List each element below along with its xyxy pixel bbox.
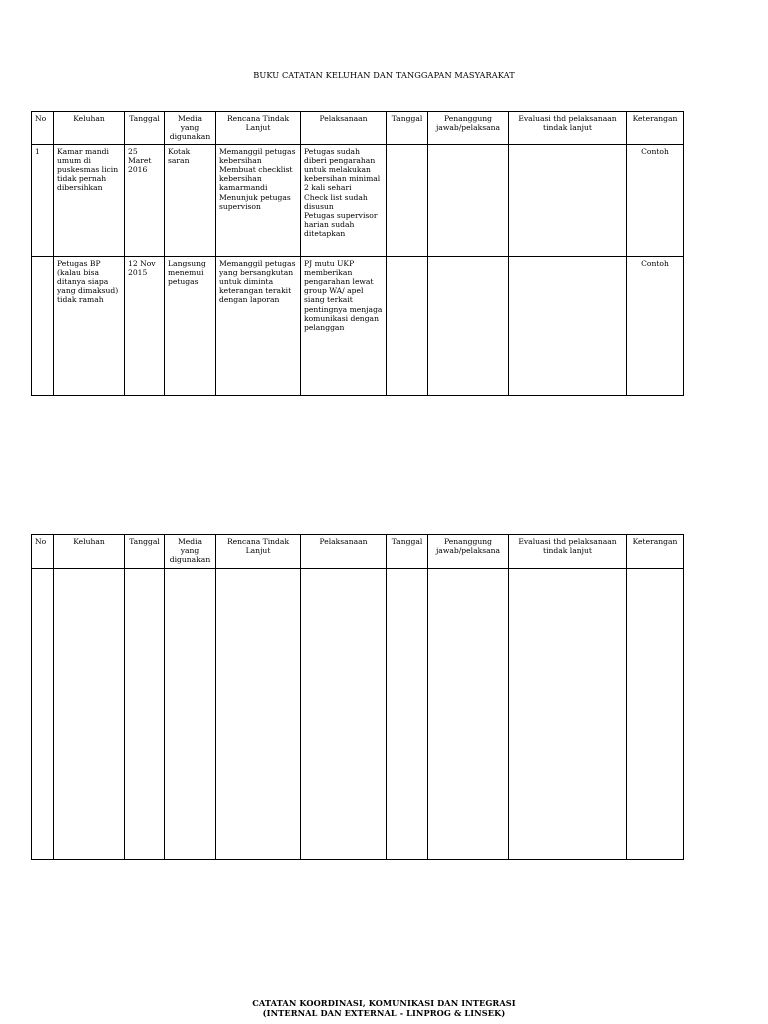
table-header-row [32,535,684,569]
header-keluhan: Keluhan [54,535,125,569]
table-row [32,145,684,257]
cell-tanggal-2 [387,257,428,396]
header-media: Media yang digunakan [165,535,216,569]
header-pelaksanaan: Pelaksanaan [301,535,387,569]
cell-keterangan: Contoh [627,257,684,396]
header-penanggung: Penanggung jawab/pelaksana [428,535,509,569]
cell-tanggal[interactable] [125,569,165,860]
header-evaluasi: Evaluasi thd pelaksanaan tindak lanjut [509,535,627,569]
cell-keterangan: Contoh [627,145,684,257]
cell-evaluasi[interactable] [509,569,627,860]
header-tanggal: Tanggal [125,112,165,145]
complaint-log-table [31,111,684,396]
cell-rencana[interactable] [216,569,301,860]
cell-tanggal-2[interactable] [387,569,428,860]
header-no: No [32,112,54,145]
cell-tanggal: 25 Maret 2016 [125,145,165,257]
cell-media: Langsung menemui petugas [165,257,216,396]
cell-media: Kotak saran [165,145,216,257]
next-section-title [0,998,768,1019]
empty-table-row [32,569,684,860]
header-evaluasi: Evaluasi thd pelaksanaan tindak lanjut [509,112,627,145]
cell-no [32,257,54,396]
next-section-title-line-2: (INTERNAL DAN EXTERNAL - LINPROG & LINSEK) [262,1008,506,1019]
table-row [32,257,684,396]
cell-rencana: Memanggil petugas kebersihan Membuat checklist kebersihan kamarmandi Menunjuk petugas supervison [216,145,301,257]
header-keterangan: Keterangan [627,112,684,145]
next-section-title-line-1: CATATAN KOORDINASI, KOMUNIKASI DAN INTEGRASI [252,998,516,1008]
table-header-row [32,112,684,145]
cell-keluhan: Petugas BP (kalau bisa ditanya siapa yang dimaksud) tidak ramah [54,257,125,396]
cell-penanggung [428,145,509,257]
header-keluhan: Keluhan [54,112,125,145]
header-penanggung: Penanggung jawab/pelaksana [428,112,509,145]
document-title: BUKU CATATAN KELUHAN DAN TANGGAPAN MASYARAKAT [253,70,515,80]
header-rencana: Rencana Tindak Lanjut [216,112,301,145]
cell-keluhan[interactable] [54,569,125,860]
cell-evaluasi [509,145,627,257]
cell-tanggal-2 [387,145,428,257]
header-rencana: Rencana Tindak Lanjut [216,535,301,569]
cell-penanggung [428,257,509,396]
header-no: No [32,535,54,569]
header-keterangan: Keterangan [627,535,684,569]
cell-penanggung[interactable] [428,569,509,860]
cell-rencana: Memanggil petugas yang bersangkutan untuk diminta keterangan terakit dengan laporan [216,257,301,396]
cell-pelaksanaan: PJ mutu UKP memberikan pengarahan lewat group WA/ apel siang terkait pentingnya menjaga komunikasi dengan pelanggan [301,257,387,396]
header-tanggal-2: Tanggal [387,535,428,569]
header-tanggal-2: Tanggal [387,112,428,145]
empty-complaint-log-table [31,534,684,860]
cell-no[interactable] [32,569,54,860]
cell-keluhan: Kamar mandi umum di puskesmas licin tidak pernah dibersihkan [54,145,125,257]
cell-pelaksanaan: Petugas sudah diberi pengarahan untuk melakukan kebersihan minimal 2 kali sehari Check list sudah disusun Petugas supervisor harian sudah ditetapkan [301,145,387,257]
cell-evaluasi [509,257,627,396]
header-tanggal: Tanggal [125,535,165,569]
cell-keterangan[interactable] [627,569,684,860]
cell-no: 1 [32,145,54,257]
cell-media[interactable] [165,569,216,860]
header-pelaksanaan: Pelaksanaan [301,112,387,145]
cell-tanggal: 12 Nov 2015 [125,257,165,396]
cell-pelaksanaan[interactable] [301,569,387,860]
header-media: Media yang digunakan [165,112,216,145]
